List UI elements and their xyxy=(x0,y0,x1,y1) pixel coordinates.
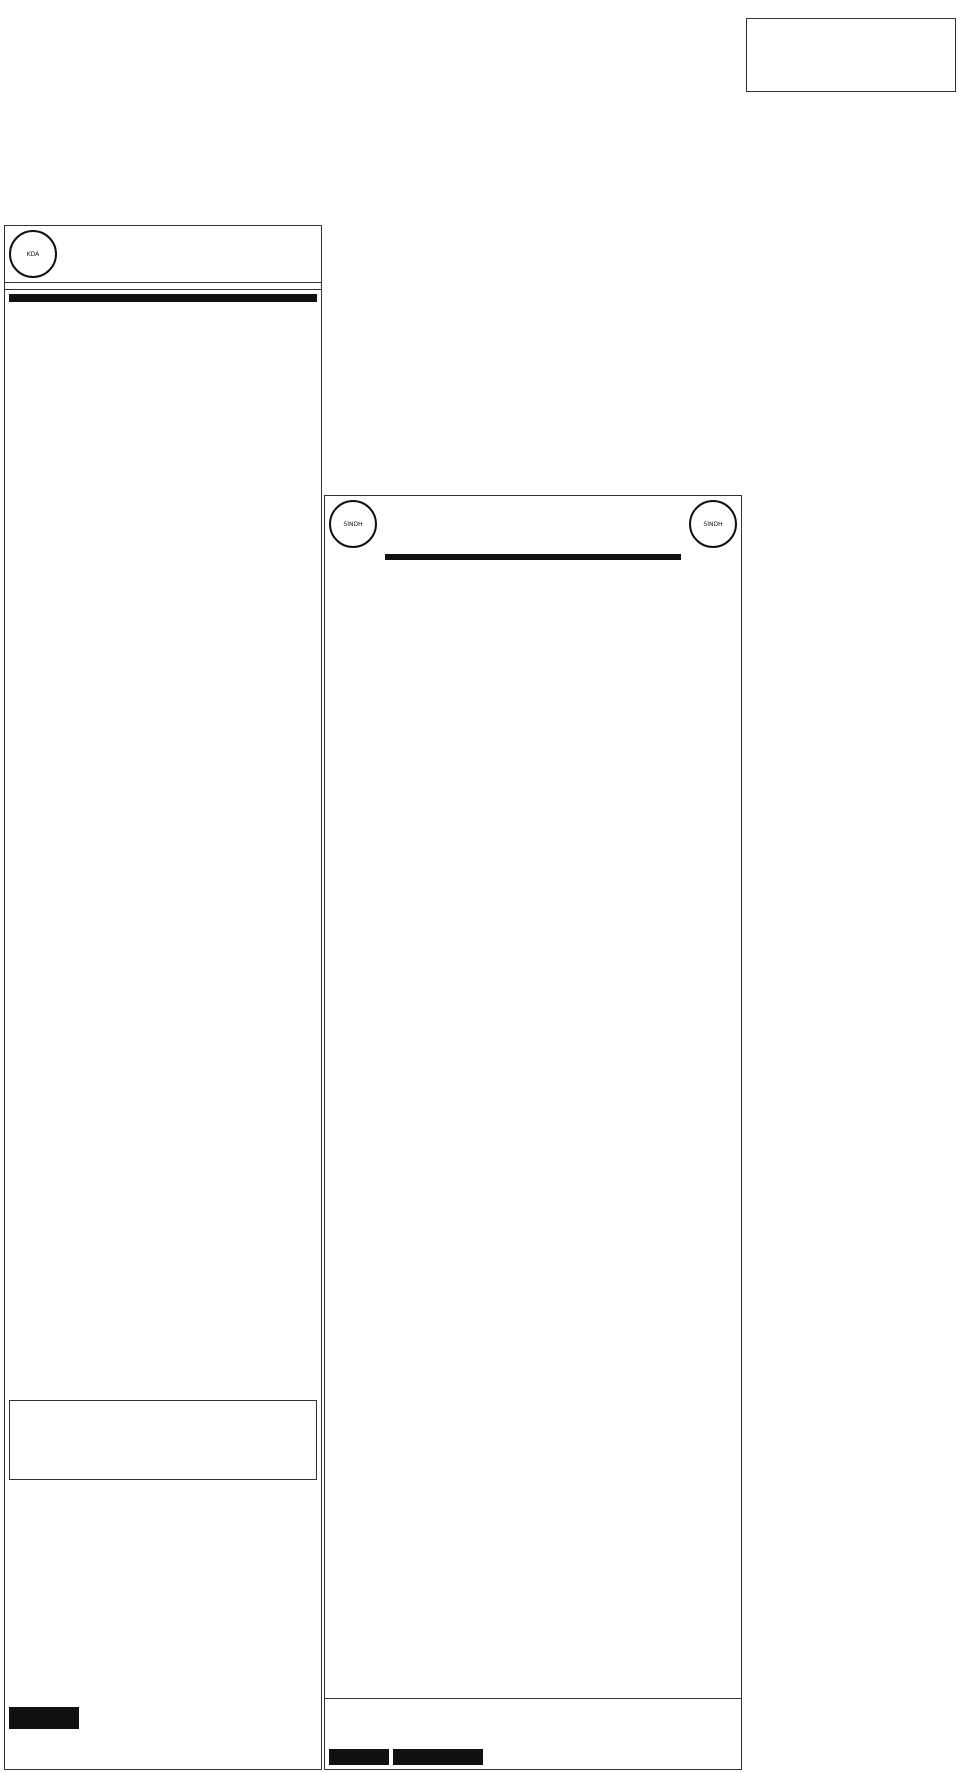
kda-notes-box xyxy=(9,1400,317,1480)
school-footer xyxy=(325,1698,742,1769)
kda-tender-notice xyxy=(4,225,322,1770)
classifieds-header xyxy=(746,18,956,92)
kda-procedure-text xyxy=(5,820,321,1086)
sindh-seal-left: SINDH xyxy=(329,500,377,548)
sindh-seal-right: SINDH xyxy=(689,500,737,548)
school-logo-job-portal xyxy=(393,1749,483,1765)
court-notices-middle xyxy=(324,225,742,493)
kda-notes-text xyxy=(10,1401,316,1467)
kda-footer xyxy=(9,1705,319,1765)
kda-logo: KDA xyxy=(9,230,57,278)
kda-title-banner xyxy=(9,294,317,302)
school-logo-work-for-sindh xyxy=(329,1749,389,1765)
newspaper-page xyxy=(4,18,956,1770)
kda-eligibility-text xyxy=(5,340,321,816)
school-title xyxy=(385,554,681,560)
kda-intro xyxy=(5,306,321,332)
work-for-sindh-logo xyxy=(9,1707,79,1729)
kda-conditions-text xyxy=(5,1090,321,1396)
court-notices-row xyxy=(4,18,742,223)
school-intro xyxy=(325,562,741,626)
school-closing xyxy=(325,630,741,666)
classifieds-column xyxy=(746,18,956,1770)
school-attendance-notice xyxy=(324,495,742,1770)
